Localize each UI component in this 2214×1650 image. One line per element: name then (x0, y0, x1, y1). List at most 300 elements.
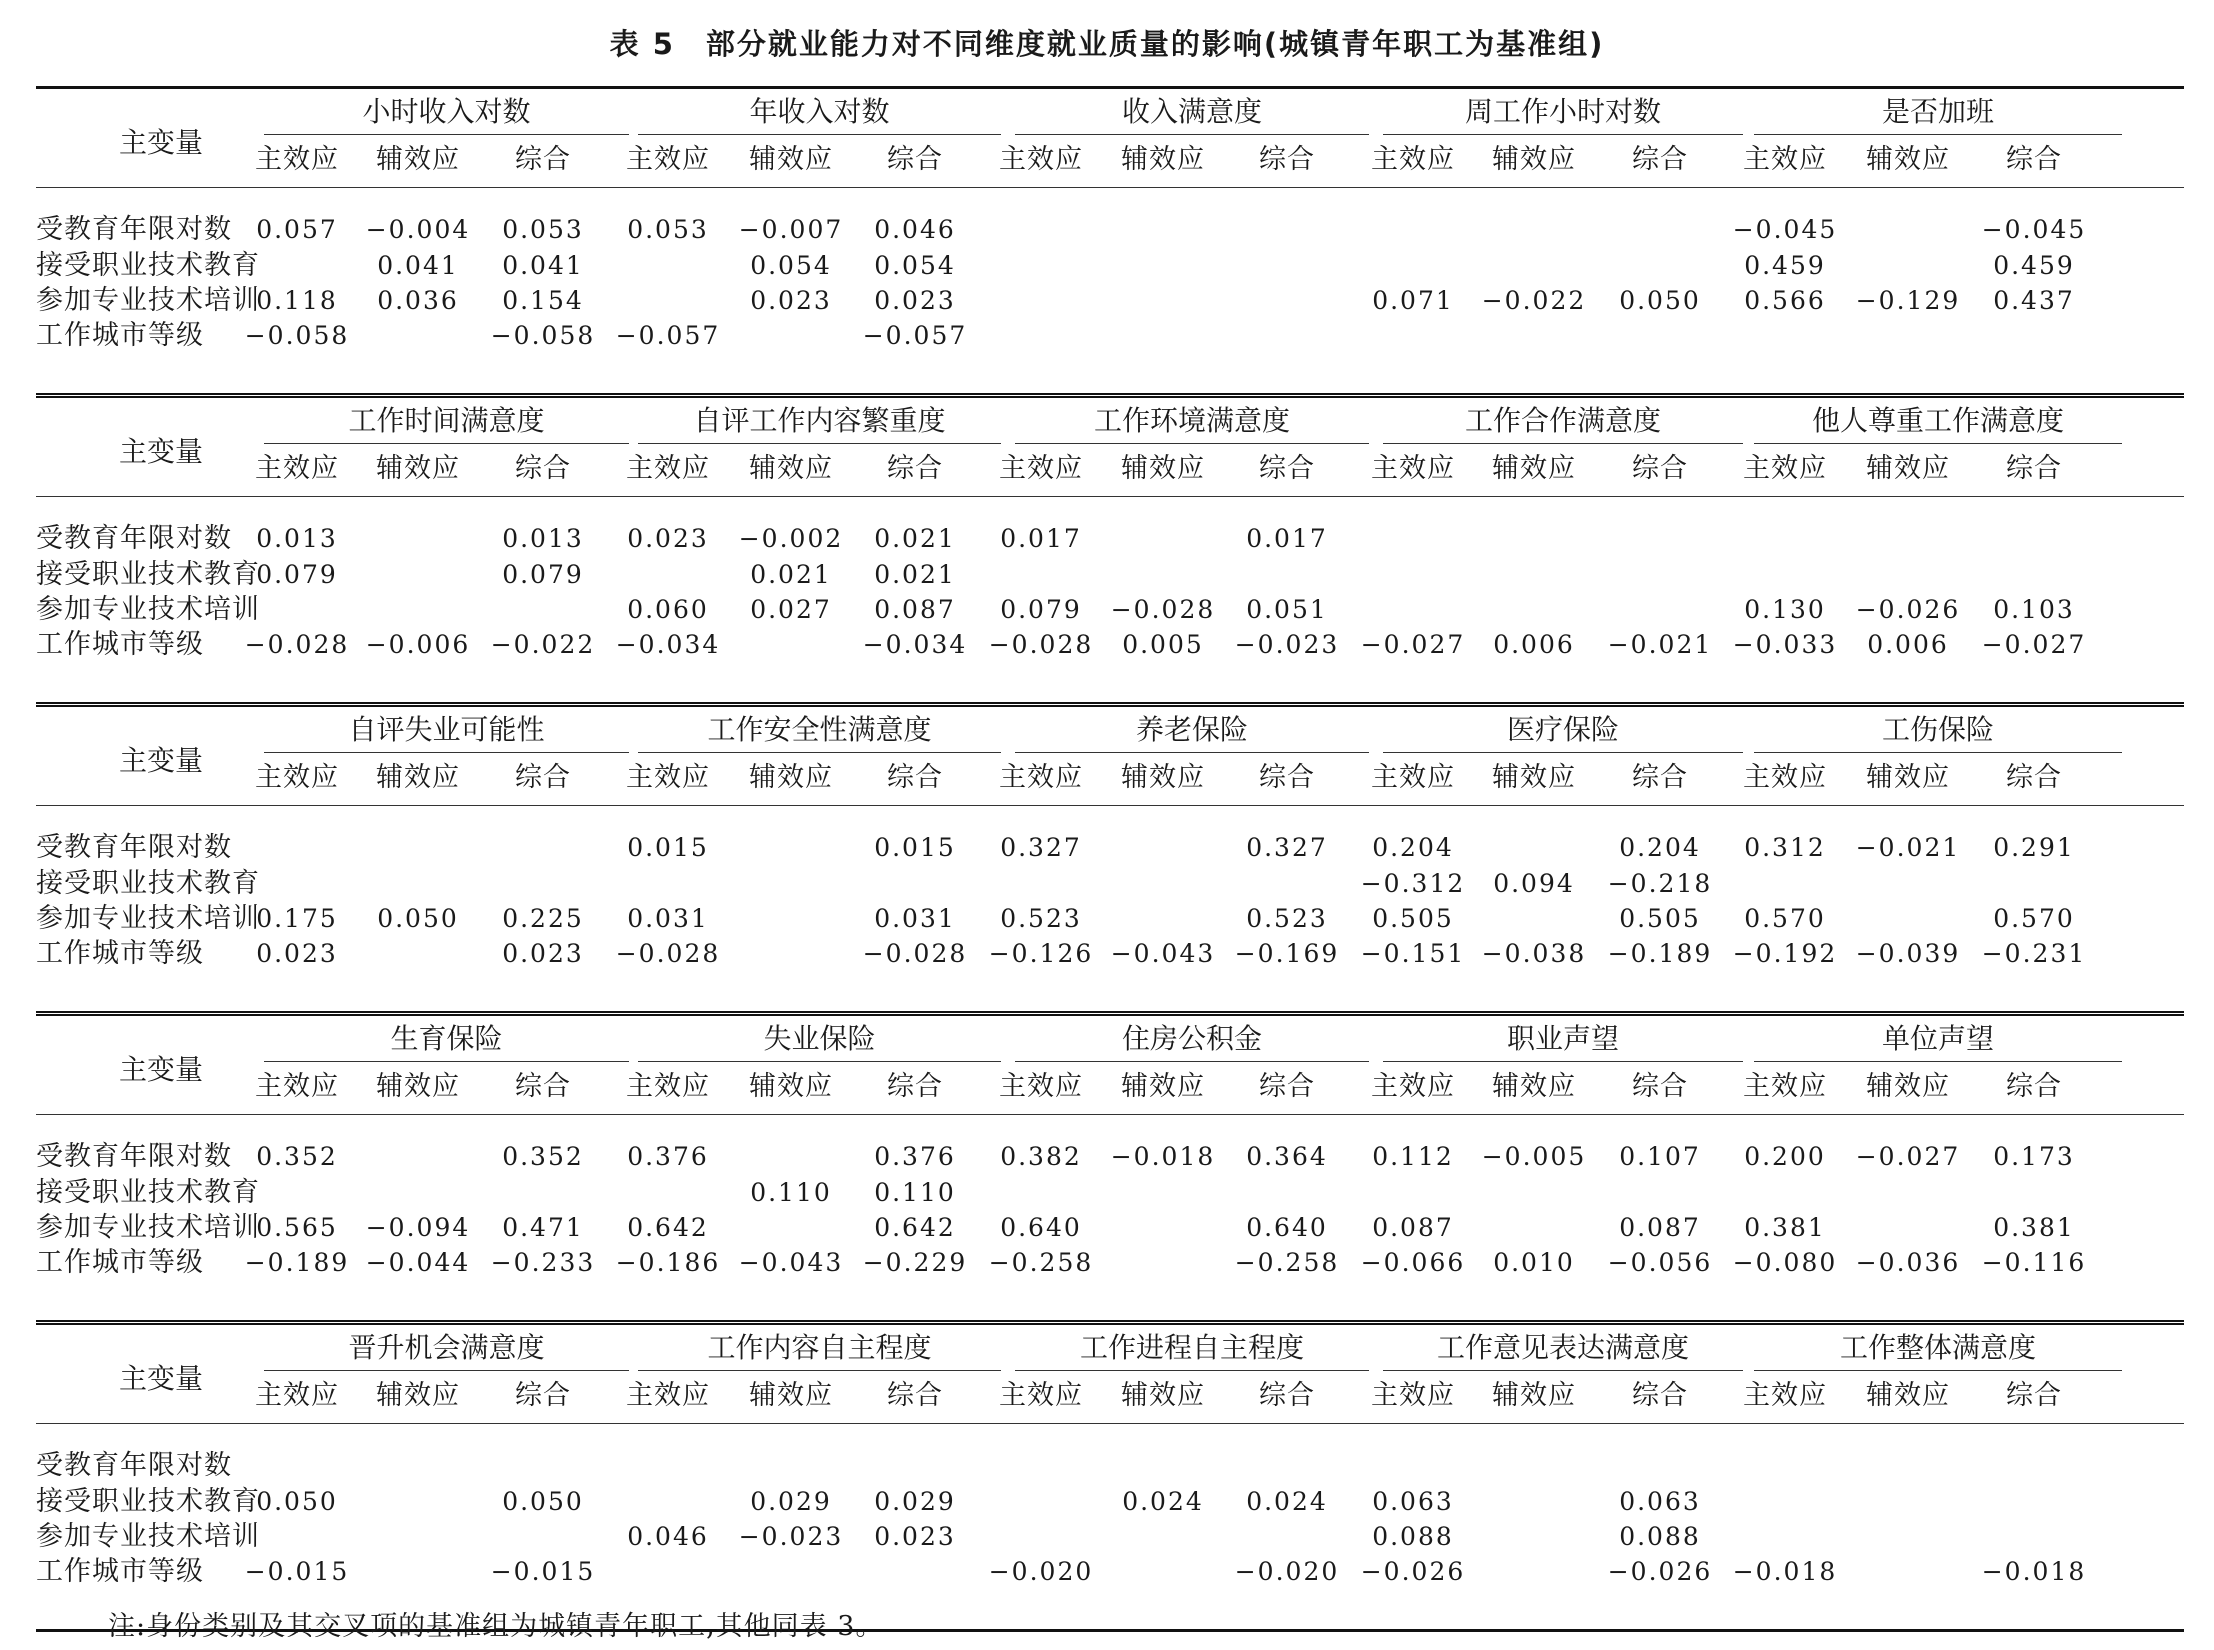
sub-column-header: 辅效应 (1121, 762, 1205, 793)
table-cell: 0.050 (1619, 286, 1701, 315)
column-group-rule (264, 134, 629, 135)
row-label: 参加专业技术培训 (36, 285, 260, 316)
column-group-rule (638, 443, 1001, 444)
table-cell: 0.087 (1619, 1213, 1701, 1242)
table-cell: 0.382 (1000, 1142, 1082, 1171)
table-cell: −0.151 (1360, 939, 1466, 968)
main-variable-header: 主变量 (118, 126, 203, 159)
table-cell: −0.169 (1234, 939, 1340, 968)
sub-column-header: 综合 (887, 144, 943, 175)
main-variable-header: 主变量 (118, 744, 203, 777)
sub-column-header: 辅效应 (1492, 1380, 1576, 1411)
row-label: 参加专业技术培训 (36, 1521, 260, 1552)
table-cell: 0.050 (256, 1487, 338, 1516)
table-cell: −0.043 (738, 1248, 844, 1277)
table-cell: −0.039 (1855, 939, 1961, 968)
table-cell: 0.029 (874, 1487, 956, 1516)
row-label: 参加专业技术培训 (36, 594, 260, 625)
row-label: 参加专业技术培训 (36, 1212, 260, 1243)
table-cell: 0.071 (1372, 286, 1454, 315)
sub-column-header: 主效应 (999, 453, 1083, 484)
sub-column-header: 辅效应 (749, 762, 833, 793)
table-cell: −0.057 (862, 321, 968, 350)
table-cell: 0.312 (1744, 833, 1826, 862)
table-cell: 0.041 (377, 251, 459, 280)
sub-column-header: 综合 (887, 1071, 943, 1102)
table-cell: −0.218 (1607, 869, 1713, 898)
table-cell: −0.229 (862, 1248, 968, 1277)
column-group-header: 工作内容自主程度 (707, 1331, 932, 1364)
table-cell: 0.437 (1993, 286, 2075, 315)
table-cell: 0.352 (502, 1142, 584, 1171)
sub-column-header: 主效应 (626, 453, 710, 484)
table-cell: 0.327 (1246, 833, 1328, 862)
table-cell: 0.570 (1993, 904, 2075, 933)
table-cell: −0.027 (1360, 630, 1466, 659)
column-group-rule (638, 1061, 1001, 1062)
table-cell: 0.031 (874, 904, 956, 933)
column-group-rule (264, 443, 629, 444)
sub-column-header: 综合 (1632, 1380, 1688, 1411)
sub-column-header: 综合 (887, 453, 943, 484)
table-cell: 0.107 (1619, 1142, 1701, 1171)
table-cell: −0.018 (1732, 1557, 1838, 1586)
table-cell: 0.029 (750, 1487, 832, 1516)
table-cell: −0.026 (1855, 595, 1961, 624)
sub-column-header: 辅效应 (1121, 144, 1205, 175)
column-group-rule (264, 1370, 629, 1371)
table-cell: −0.192 (1732, 939, 1838, 968)
column-group-header: 工作整体满意度 (1839, 1331, 2036, 1364)
column-group-header: 工作时间满意度 (348, 404, 545, 437)
table-cell: 0.024 (1246, 1487, 1328, 1516)
sub-column-header: 辅效应 (1121, 453, 1205, 484)
table-cell: −0.189 (1607, 939, 1713, 968)
sub-column-header: 辅效应 (1121, 1380, 1205, 1411)
sub-column-header: 综合 (1259, 762, 1315, 793)
table-block-1 (36, 86, 2184, 393)
row-label: 工作城市等级 (36, 629, 204, 660)
table-cell: −0.036 (1855, 1248, 1961, 1277)
sub-column-header: 辅效应 (1866, 762, 1950, 793)
table-cell: 0.471 (502, 1213, 584, 1242)
column-group-rule (1754, 134, 2122, 135)
table-cell: −0.044 (365, 1248, 471, 1277)
header-rule (36, 496, 2184, 497)
table-cell: −0.045 (1981, 215, 2087, 244)
table-cell: −0.231 (1981, 939, 2087, 968)
table-cell: −0.005 (1481, 1142, 1587, 1171)
column-group-rule (1015, 1061, 1369, 1062)
table-cell: 0.204 (1619, 833, 1701, 862)
table-cell: 0.006 (1867, 630, 1949, 659)
column-group-header: 职业声望 (1506, 1022, 1619, 1055)
sub-column-header: 辅效应 (1492, 144, 1576, 175)
table-cell: −0.045 (1732, 215, 1838, 244)
sub-column-header: 综合 (515, 1071, 571, 1102)
table-cell: 0.024 (1122, 1487, 1204, 1516)
column-group-header: 工作合作满意度 (1464, 404, 1661, 437)
sub-column-header: 综合 (1632, 1071, 1688, 1102)
table-cell: −0.002 (738, 524, 844, 553)
table-cell: 0.505 (1619, 904, 1701, 933)
table-cell: 0.110 (874, 1178, 956, 1207)
column-group-header: 失业保险 (763, 1022, 876, 1055)
table-cell: −0.034 (862, 630, 968, 659)
sub-column-header: 综合 (515, 1380, 571, 1411)
column-group-rule (638, 752, 1001, 753)
column-group-header: 小时收入对数 (362, 95, 531, 128)
column-group-rule (1754, 1061, 2122, 1062)
table-cell: 0.381 (1744, 1213, 1826, 1242)
table-cell: 0.459 (1744, 251, 1826, 280)
table-cell: 0.021 (750, 560, 832, 589)
sub-column-header: 辅效应 (749, 453, 833, 484)
sub-column-header: 主效应 (255, 1071, 339, 1102)
results-table (36, 86, 2184, 1632)
table-cell: 0.015 (627, 833, 709, 862)
table-cell: 0.021 (874, 560, 956, 589)
table-cell: 0.010 (1493, 1248, 1575, 1277)
table-cell: −0.058 (490, 321, 596, 350)
sub-column-header: 主效应 (999, 762, 1083, 793)
sub-column-header: 辅效应 (749, 1071, 833, 1102)
table-cell: −0.258 (988, 1248, 1094, 1277)
table-cell: 0.642 (627, 1213, 709, 1242)
table-block-4 (36, 1011, 2184, 1320)
row-label: 工作城市等级 (36, 938, 204, 969)
column-group-rule (1754, 1370, 2122, 1371)
row-label: 接受职业技术教育 (36, 1177, 260, 1208)
table-cell: −0.021 (1607, 630, 1713, 659)
table-cell: 0.023 (874, 286, 956, 315)
table-cell: −0.020 (1234, 1557, 1340, 1586)
table-cell: −0.258 (1234, 1248, 1340, 1277)
table-cell: 0.642 (874, 1213, 956, 1242)
table-cell: 0.079 (502, 560, 584, 589)
header-rule (36, 187, 2184, 188)
table-cell: −0.066 (1360, 1248, 1466, 1277)
sub-column-header: 综合 (2006, 1380, 2062, 1411)
table-cell: −0.233 (490, 1248, 596, 1277)
column-group-rule (638, 134, 1001, 135)
column-group-header: 工作进程自主程度 (1079, 1331, 1304, 1364)
table-cell: 0.327 (1000, 833, 1082, 862)
table-cell: −0.043 (1110, 939, 1216, 968)
sub-column-header: 主效应 (1743, 144, 1827, 175)
row-label: 接受职业技术教育 (36, 1486, 260, 1517)
table-cell: 0.200 (1744, 1142, 1826, 1171)
sub-column-header: 综合 (1632, 762, 1688, 793)
column-group-header: 养老保险 (1135, 713, 1248, 746)
header-rule (36, 805, 2184, 806)
table-cell: −0.129 (1855, 286, 1961, 315)
main-variable-header: 主变量 (118, 1362, 203, 1395)
sub-column-header: 主效应 (255, 762, 339, 793)
table-cell: −0.186 (615, 1248, 721, 1277)
table-cell: 0.015 (874, 833, 956, 862)
table-cell: 0.376 (627, 1142, 709, 1171)
table-cell: 0.013 (256, 524, 338, 553)
table-cell: 0.031 (627, 904, 709, 933)
table-cell: 0.057 (256, 215, 338, 244)
sub-column-header: 综合 (887, 1380, 943, 1411)
table-cell: 0.063 (1372, 1487, 1454, 1516)
table-cell: 0.225 (502, 904, 584, 933)
table-cell: −0.018 (1110, 1142, 1216, 1171)
sub-column-header: 辅效应 (1866, 453, 1950, 484)
table-cell: −0.028 (1110, 595, 1216, 624)
table-cell: −0.018 (1981, 1557, 2087, 1586)
column-group-rule (1383, 1061, 1743, 1062)
column-group-header: 生育保险 (390, 1022, 503, 1055)
sub-column-header: 辅效应 (749, 144, 833, 175)
table-cell: 0.079 (256, 560, 338, 589)
table-cell: 0.291 (1993, 833, 2075, 862)
table-cell: 0.565 (256, 1213, 338, 1242)
sub-column-header: 主效应 (1371, 1380, 1455, 1411)
table-cell: −0.020 (988, 1557, 1094, 1586)
table-cell: −0.026 (1360, 1557, 1466, 1586)
table-cell: 0.046 (627, 1522, 709, 1551)
table-cell: 0.640 (1246, 1213, 1328, 1242)
table-block-5 (36, 1320, 2184, 1632)
column-group-header: 工伤保险 (1881, 713, 1994, 746)
row-label: 工作城市等级 (36, 1247, 204, 1278)
row-label: 工作城市等级 (36, 1556, 204, 1587)
sub-column-header: 综合 (1259, 453, 1315, 484)
table-cell: −0.094 (365, 1213, 471, 1242)
sub-column-header: 主效应 (255, 144, 339, 175)
table-cell: 0.027 (750, 595, 832, 624)
table-cell: 0.017 (1246, 524, 1328, 553)
sub-column-header: 辅效应 (376, 762, 460, 793)
table-cell: 0.006 (1493, 630, 1575, 659)
column-group-rule (1383, 134, 1743, 135)
sub-column-header: 综合 (515, 144, 571, 175)
sub-column-header: 主效应 (999, 1380, 1083, 1411)
table-cell: −0.033 (1732, 630, 1838, 659)
sub-column-header: 辅效应 (376, 1380, 460, 1411)
column-group-rule (1754, 752, 2122, 753)
table-cell: 0.130 (1744, 595, 1826, 624)
sub-column-header: 综合 (2006, 762, 2062, 793)
table-cell: 0.376 (874, 1142, 956, 1171)
column-group-rule (264, 752, 629, 753)
table-cell: 0.060 (627, 595, 709, 624)
table-cell: 0.154 (502, 286, 584, 315)
sub-column-header: 主效应 (1743, 453, 1827, 484)
table-cell: 0.050 (377, 904, 459, 933)
row-label: 受教育年限对数 (36, 523, 232, 554)
sub-column-header: 综合 (515, 762, 571, 793)
table-cell: 0.017 (1000, 524, 1082, 553)
table-block-2 (36, 393, 2184, 702)
sub-column-header: 辅效应 (1492, 453, 1576, 484)
table-cell: 0.023 (874, 1522, 956, 1551)
sub-column-header: 主效应 (255, 453, 339, 484)
sub-column-header: 综合 (2006, 1071, 2062, 1102)
table-cell: 0.103 (1993, 595, 2075, 624)
table-cell: 0.088 (1372, 1522, 1454, 1551)
sub-column-header: 辅效应 (749, 1380, 833, 1411)
table-cell: −0.023 (1234, 630, 1340, 659)
table-cell: 0.088 (1619, 1522, 1701, 1551)
row-label: 工作城市等级 (36, 320, 204, 351)
table-cell: 0.054 (874, 251, 956, 280)
header-rule (36, 1423, 2184, 1424)
table-cell: 0.094 (1493, 869, 1575, 898)
table-cell: 0.021 (874, 524, 956, 553)
table-cell: −0.028 (615, 939, 721, 968)
sub-column-header: 主效应 (626, 1380, 710, 1411)
column-group-rule (1015, 1370, 1369, 1371)
row-label: 接受职业技术教育 (36, 868, 260, 899)
table-cell: −0.006 (365, 630, 471, 659)
table-cell: 0.053 (627, 215, 709, 244)
table-cell: −0.028 (862, 939, 968, 968)
sub-column-header: 辅效应 (1121, 1071, 1205, 1102)
table-cell: 0.079 (1000, 595, 1082, 624)
sub-column-header: 辅效应 (1866, 144, 1950, 175)
table-cell: 0.112 (1372, 1142, 1454, 1171)
column-group-header: 住房公积金 (1121, 1022, 1262, 1055)
table-cell: 0.505 (1372, 904, 1454, 933)
column-group-header: 工作安全性满意度 (707, 713, 932, 746)
table-cell: 0.046 (874, 215, 956, 244)
table-cell: −0.026 (1607, 1557, 1713, 1586)
table-cell: −0.004 (365, 215, 471, 244)
column-group-header: 晋升机会满意度 (348, 1331, 545, 1364)
table-cell: 0.173 (1993, 1142, 2075, 1171)
sub-column-header: 主效应 (1371, 762, 1455, 793)
table-cell: −0.080 (1732, 1248, 1838, 1277)
table-cell: 0.118 (256, 286, 338, 315)
column-group-rule (264, 1061, 629, 1062)
column-group-rule (1383, 1370, 1743, 1371)
table-cell: 0.051 (1246, 595, 1328, 624)
sub-column-header: 辅效应 (1492, 762, 1576, 793)
table-cell: −0.028 (244, 630, 350, 659)
table-cell: 0.175 (256, 904, 338, 933)
table-cell: 0.053 (502, 215, 584, 244)
row-label: 接受职业技术教育 (36, 250, 260, 281)
table-cell: −0.015 (490, 1557, 596, 1586)
table-cell: 0.036 (377, 286, 459, 315)
sub-column-header: 主效应 (1743, 1071, 1827, 1102)
sub-column-header: 主效应 (626, 144, 710, 175)
table-cell: −0.057 (615, 321, 721, 350)
sub-column-header: 综合 (1259, 1071, 1315, 1102)
column-group-rule (1383, 443, 1743, 444)
table-cell: −0.022 (490, 630, 596, 659)
table-cell: −0.312 (1360, 869, 1466, 898)
row-label: 接受职业技术教育 (36, 559, 260, 590)
table-cell: 0.110 (750, 1178, 832, 1207)
column-group-rule (1015, 134, 1369, 135)
column-group-header: 年收入对数 (749, 95, 890, 128)
sub-column-header: 综合 (1632, 144, 1688, 175)
sub-column-header: 主效应 (1743, 762, 1827, 793)
table-cell: 0.640 (1000, 1213, 1082, 1242)
table-cell: −0.027 (1855, 1142, 1961, 1171)
sub-column-header: 主效应 (1371, 1071, 1455, 1102)
column-group-rule (638, 1370, 1001, 1371)
sub-column-header: 综合 (887, 762, 943, 793)
sub-column-header: 主效应 (999, 144, 1083, 175)
column-group-rule (1015, 752, 1369, 753)
table-cell: 0.523 (1000, 904, 1082, 933)
sub-column-header: 主效应 (999, 1071, 1083, 1102)
row-label: 受教育年限对数 (36, 832, 232, 863)
row-label: 受教育年限对数 (36, 1141, 232, 1172)
table-cell: −0.028 (988, 630, 1094, 659)
header-rule (36, 1114, 2184, 1115)
table-title: 表 5 部分就业能力对不同维度就业质量的影响(城镇青年职工为基准组) (609, 27, 1605, 61)
table-cell: 0.050 (502, 1487, 584, 1516)
sub-column-header: 主效应 (1743, 1380, 1827, 1411)
table-cell: −0.056 (1607, 1248, 1713, 1277)
table-cell: 0.054 (750, 251, 832, 280)
sub-column-header: 主效应 (626, 1071, 710, 1102)
sub-column-header: 综合 (1632, 453, 1688, 484)
sub-column-header: 辅效应 (376, 1071, 460, 1102)
table-cell: 0.013 (502, 524, 584, 553)
row-label: 受教育年限对数 (36, 1450, 232, 1481)
sub-column-header: 主效应 (255, 1380, 339, 1411)
table-cell: 0.570 (1744, 904, 1826, 933)
table-cell: 0.381 (1993, 1213, 2075, 1242)
table-cell: −0.034 (615, 630, 721, 659)
table-cell: −0.116 (1981, 1248, 2087, 1277)
sub-column-header: 综合 (2006, 144, 2062, 175)
sub-column-header: 辅效应 (376, 144, 460, 175)
table-cell: 0.023 (627, 524, 709, 553)
table-cell: 0.087 (1372, 1213, 1454, 1242)
main-variable-header: 主变量 (118, 435, 203, 468)
table-cell: 0.023 (256, 939, 338, 968)
table-cell: −0.189 (244, 1248, 350, 1277)
table-cell: 0.087 (874, 595, 956, 624)
column-group-header: 收入满意度 (1121, 95, 1262, 128)
table-cell: 0.352 (256, 1142, 338, 1171)
table-cell: −0.022 (1481, 286, 1587, 315)
table-cell: −0.038 (1481, 939, 1587, 968)
table-block-3 (36, 702, 2184, 1011)
table-cell: −0.058 (244, 321, 350, 350)
column-group-rule (1015, 443, 1369, 444)
sub-column-header: 主效应 (1371, 144, 1455, 175)
column-group-rule (1383, 752, 1743, 753)
table-cell: 0.523 (1246, 904, 1328, 933)
table-cell: −0.015 (244, 1557, 350, 1586)
table-cell: −0.007 (738, 215, 844, 244)
table-note: 注:身份类别及其交叉项的基准组为城镇青年职工,其他同表 3。 (108, 1611, 884, 1642)
table-cell: −0.023 (738, 1522, 844, 1551)
column-group-header: 医疗保险 (1506, 713, 1619, 746)
sub-column-header: 辅效应 (1866, 1380, 1950, 1411)
table-cell: −0.021 (1855, 833, 1961, 862)
table-cell: −0.027 (1981, 630, 2087, 659)
sub-column-header: 综合 (515, 453, 571, 484)
column-group-header: 单位声望 (1881, 1022, 1994, 1055)
row-label: 参加专业技术培训 (36, 903, 260, 934)
column-group-header: 是否加班 (1881, 95, 1994, 128)
table-cell: 0.063 (1619, 1487, 1701, 1516)
sub-column-header: 辅效应 (1492, 1071, 1576, 1102)
sub-column-header: 辅效应 (376, 453, 460, 484)
table-cell: 0.364 (1246, 1142, 1328, 1171)
